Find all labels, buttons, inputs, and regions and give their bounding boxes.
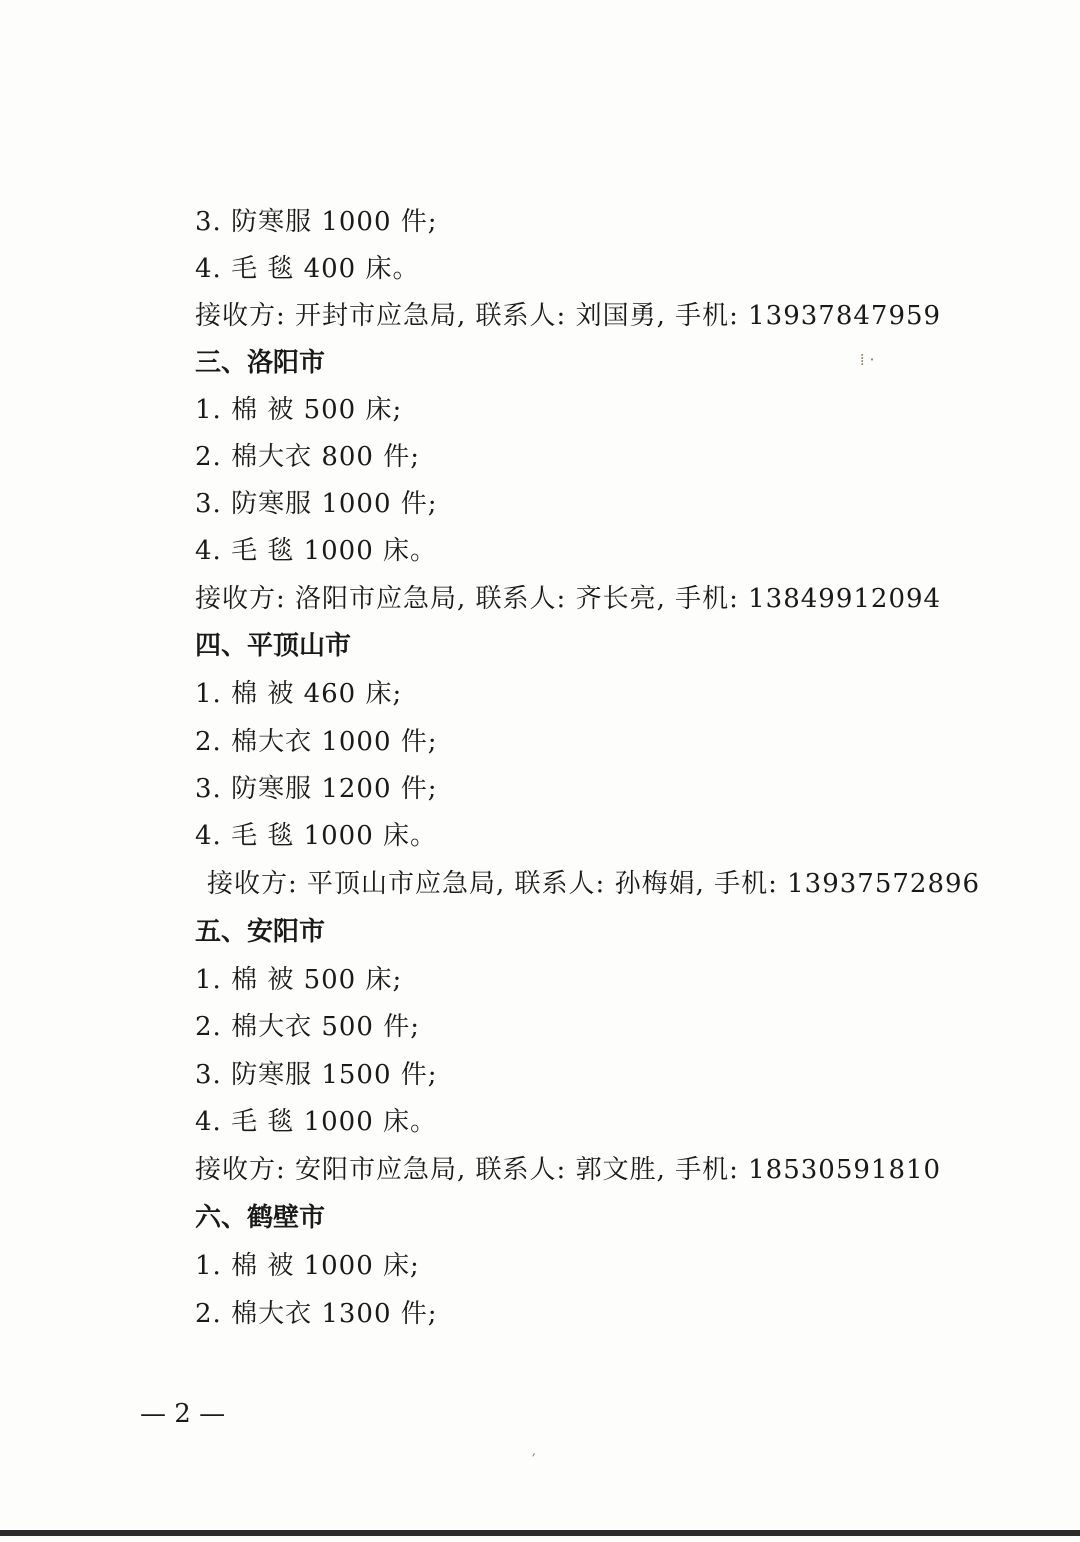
item-line: 4. 毛 毯 1000 床。 [195,1107,438,1137]
scan-edge-bar [0,1530,1080,1536]
page-number: — 2 — [140,1399,226,1429]
item-line: 4. 毛 毯 400 床。 [195,254,420,284]
item-line: 4. 毛 毯 1000 床。 [195,536,438,566]
item-line: 1. 棉 被 1000 床; [195,1251,420,1281]
item-line: 4. 毛 毯 1000 床。 [195,821,438,851]
item-line: 1. 棉 被 500 床; [195,395,403,425]
section-heading: 三、洛阳市 [195,348,326,378]
item-line: 1. 棉 被 460 床; [195,679,403,709]
item-line: 3. 防寒服 1500 件; [195,1060,438,1090]
receiver-line: 接收方: 安阳市应急局, 联系人: 郭文胜, 手机: 18530591810 [195,1155,942,1185]
scan-smudge: ′ [532,1450,536,1469]
item-line: 2. 棉大衣 1300 件; [195,1299,438,1329]
item-line: 1. 棉 被 500 床; [195,965,403,995]
item-line: 2. 棉大衣 1000 件; [195,727,438,757]
item-line: 3. 防寒服 1200 件; [195,774,438,804]
item-line: 2. 棉大衣 500 件; [195,1012,420,1042]
item-line: 2. 棉大衣 800 件; [195,442,420,472]
item-line: 3. 防寒服 1000 件; [195,489,438,519]
receiver-line: 接收方: 洛阳市应急局, 联系人: 齐长亮, 手机: 13849912094 [195,584,942,614]
item-line: 3. 防寒服 1000 件; [195,207,438,237]
section-heading: 六、鹤壁市 [195,1203,326,1233]
receiver-line: 接收方: 开封市应急局, 联系人: 刘国勇, 手机: 13937847959 [195,301,942,331]
section-heading: 五、安阳市 [195,917,326,947]
receiver-line: 接收方: 平顶山市应急局, 联系人: 孙梅娟, 手机: 13937572896 [207,869,981,899]
scan-smudge: ⁞ · [860,350,875,369]
section-heading: 四、平顶山市 [195,631,352,661]
